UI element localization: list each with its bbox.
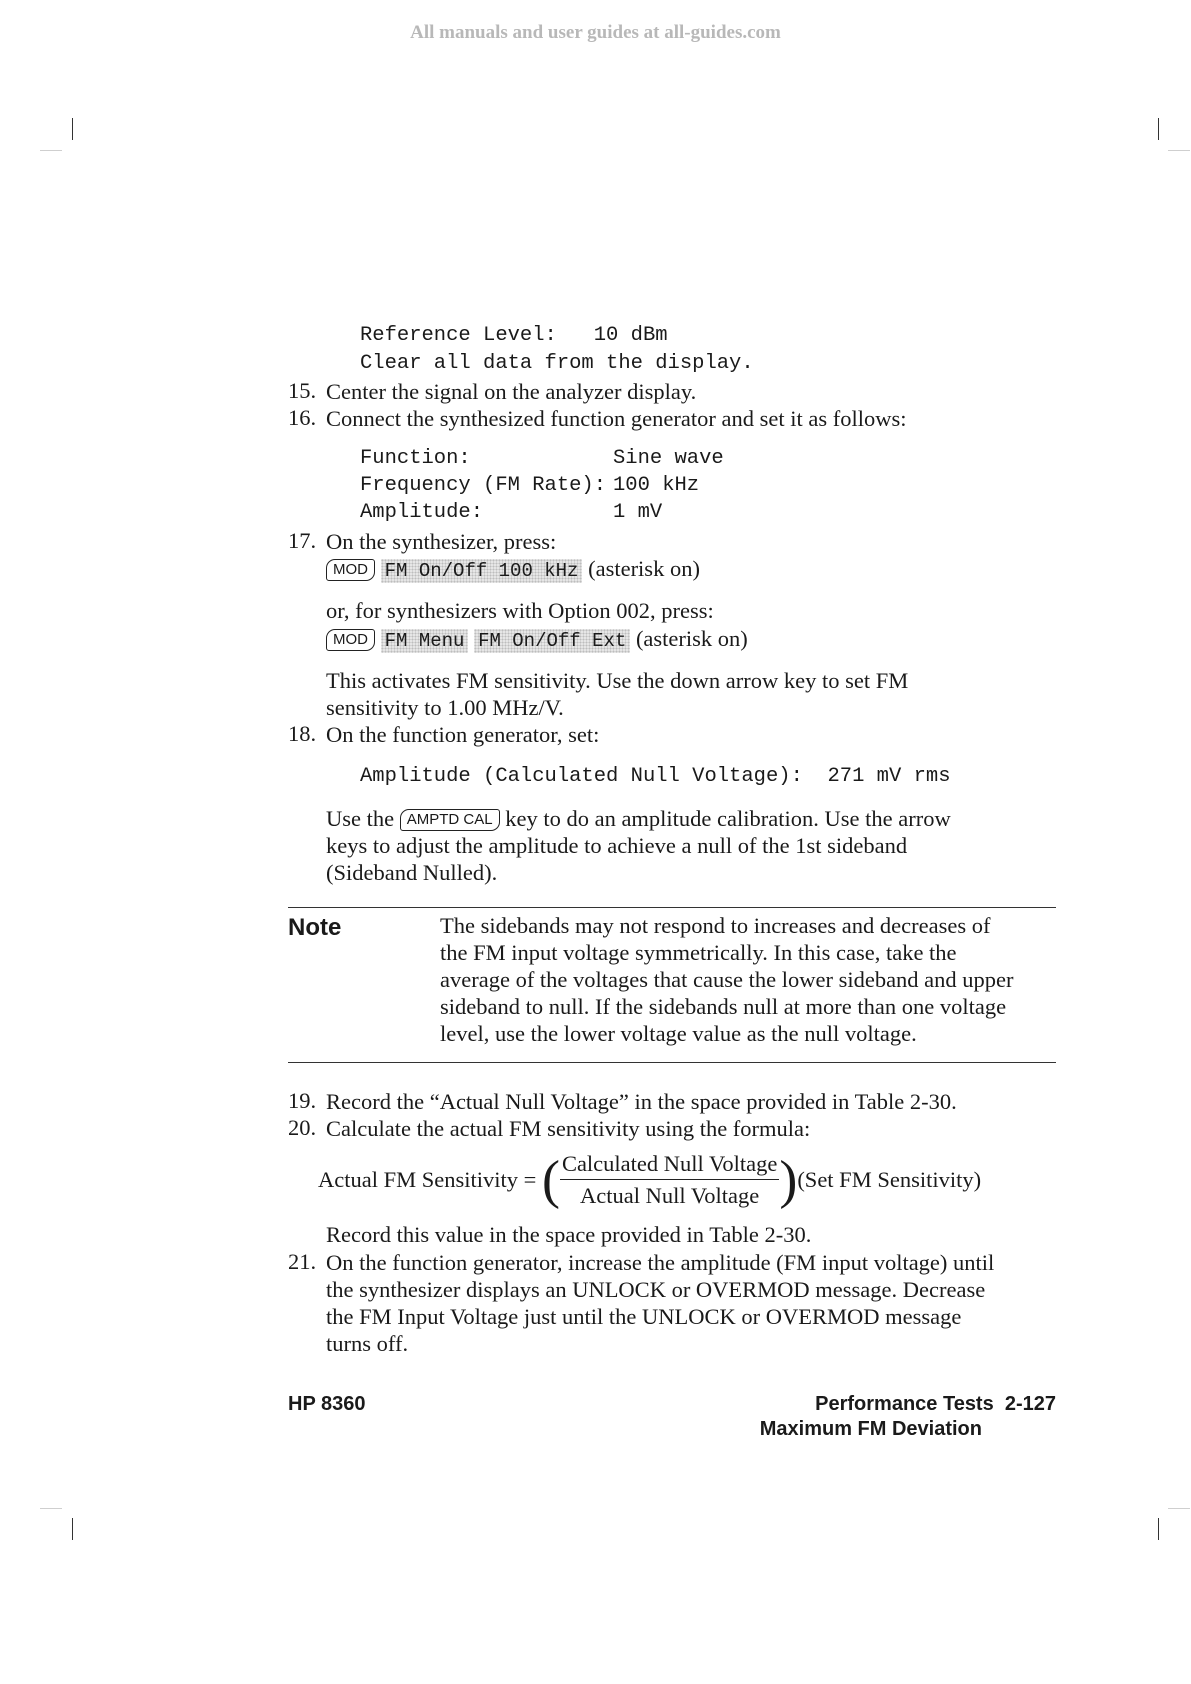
footer-section (800, 1393, 1056, 1416)
step-text: the FM Input Voltage just until the UNLOCK or OVERMOD message (326, 1304, 962, 1329)
formula-rhs: (Set FM Sensitivity) (797, 1167, 982, 1192)
crop-mark (72, 1518, 73, 1540)
key-sequence (326, 555, 700, 583)
footer-section-title: Performance Tests (815, 1393, 994, 1415)
step-number: 20. (288, 1115, 317, 1140)
crop-mark (1158, 118, 1159, 140)
formula-numerator: Calculated Null Voltage (560, 1150, 779, 1180)
setting-label: Amplitude: (360, 501, 484, 524)
step-text: Connect the synthesized function generator and set it as follows: (326, 406, 907, 431)
note-line: The sidebands may not respond to increases and decreases of (440, 913, 991, 938)
setting-value: 100 kHz (613, 474, 700, 497)
activates-text: This activates FM sensitivity. Use the down arrow key to set FM (326, 668, 909, 693)
crop-mark (40, 150, 62, 151)
footer-page-number: 2-127 (1004, 1393, 1056, 1415)
step-text: turns off. (326, 1331, 409, 1356)
amplitude-setting: Amplitude (Calculated Null Voltage): 271 mV rms (360, 765, 951, 788)
text-fragment: key to do an amplitude calibration. Use the arrow (505, 806, 951, 831)
note-line: level, use the lower voltage value as the null voltage. (440, 1021, 917, 1046)
paren-close: ) (779, 1149, 798, 1210)
step-text: On the synthesizer, press: (326, 529, 557, 554)
note-line: the FM input voltage symmetrically. In this case, take the (440, 940, 957, 965)
formula-lhs: Actual FM Sensitivity = (318, 1167, 537, 1192)
key-sequence (326, 625, 748, 653)
mod-hardkey[interactable]: MOD (326, 629, 375, 651)
watermark: All manuals and user guides at all-guides.com (410, 22, 781, 43)
setting-value: 1 mV (613, 501, 663, 524)
paren-open: ( (541, 1149, 560, 1210)
step-text: Center the signal on the analyzer display. (326, 379, 697, 404)
activates-text: sensitivity to 1.00 MHz/V. (326, 695, 564, 720)
record-instruction: Record this value in the space provided in Table 2-30. (326, 1222, 812, 1247)
sensitivity-formula (318, 1150, 981, 1209)
setting-label: Frequency (FM Rate): (360, 474, 607, 497)
step-text: (Sideband Nulled). (326, 860, 498, 885)
crop-mark (40, 1508, 62, 1509)
formula-denominator: Actual Null Voltage (580, 1183, 760, 1208)
asterisk-on-note: (asterisk on) (588, 556, 700, 581)
asterisk-on-note: (asterisk on) (635, 626, 748, 651)
fm-menu-softkey[interactable]: FM Menu (381, 629, 469, 653)
clear-display-instruction: Clear all data from the display. (360, 352, 754, 375)
note-rule-top (288, 907, 1056, 908)
crop-mark (72, 118, 73, 140)
step-text: Record the “Actual Null Voltage” in the space provided in Table 2-30. (326, 1089, 957, 1114)
fm-onoff-ext-softkey[interactable]: FM On/Off Ext (474, 629, 630, 653)
fm-onoff-100khz-softkey[interactable]: FM On/Off 100 kHz (381, 559, 583, 583)
note-line: average of the voltages that cause the lower sideband and upper (440, 967, 1014, 992)
footer-model: HP 8360 (288, 1393, 366, 1415)
step-text: On the function generator, increase the amplitude (FM input voltage) until (326, 1250, 995, 1275)
crop-mark (1168, 1508, 1190, 1509)
option-002-text: or, for synthesizers with Option 002, press: (326, 598, 714, 623)
reference-level-setting: Reference Level: 10 dBm (360, 324, 668, 347)
amptd-cal-hardkey[interactable]: AMPTD CAL (400, 809, 500, 831)
step-number: 19. (288, 1088, 317, 1113)
note-line: sideband to null. If the sidebands null at more than one voltage (440, 994, 1007, 1019)
mod-hardkey[interactable]: MOD (326, 559, 375, 581)
step-number: 21. (288, 1249, 317, 1274)
step-text: keys to adjust the amplitude to achieve a null of the 1st sideband (326, 833, 908, 858)
step-number: 15. (288, 378, 317, 403)
note-label: Note (288, 914, 342, 941)
step-number: 16. (288, 405, 317, 430)
step-number: 17. (288, 528, 317, 553)
step-text: On the function generator, set: (326, 722, 600, 747)
crop-mark (1158, 1518, 1159, 1540)
setting-value: Sine wave (613, 447, 724, 470)
note-rule-bottom (288, 1062, 1056, 1063)
step-text: Calculate the actual FM sensitivity using the formula: (326, 1116, 811, 1141)
crop-mark (1168, 150, 1190, 151)
footer-subsection: Maximum FM Deviation (759, 1418, 982, 1440)
step-number: 18. (288, 721, 317, 746)
step-text: the synthesizer displays an UNLOCK or OVERMOD message. Decrease (326, 1277, 986, 1302)
formula-fraction (560, 1150, 779, 1209)
amptd-cal-text (326, 805, 951, 832)
setting-label: Function: (360, 447, 471, 470)
text-fragment: Use the (326, 806, 395, 831)
